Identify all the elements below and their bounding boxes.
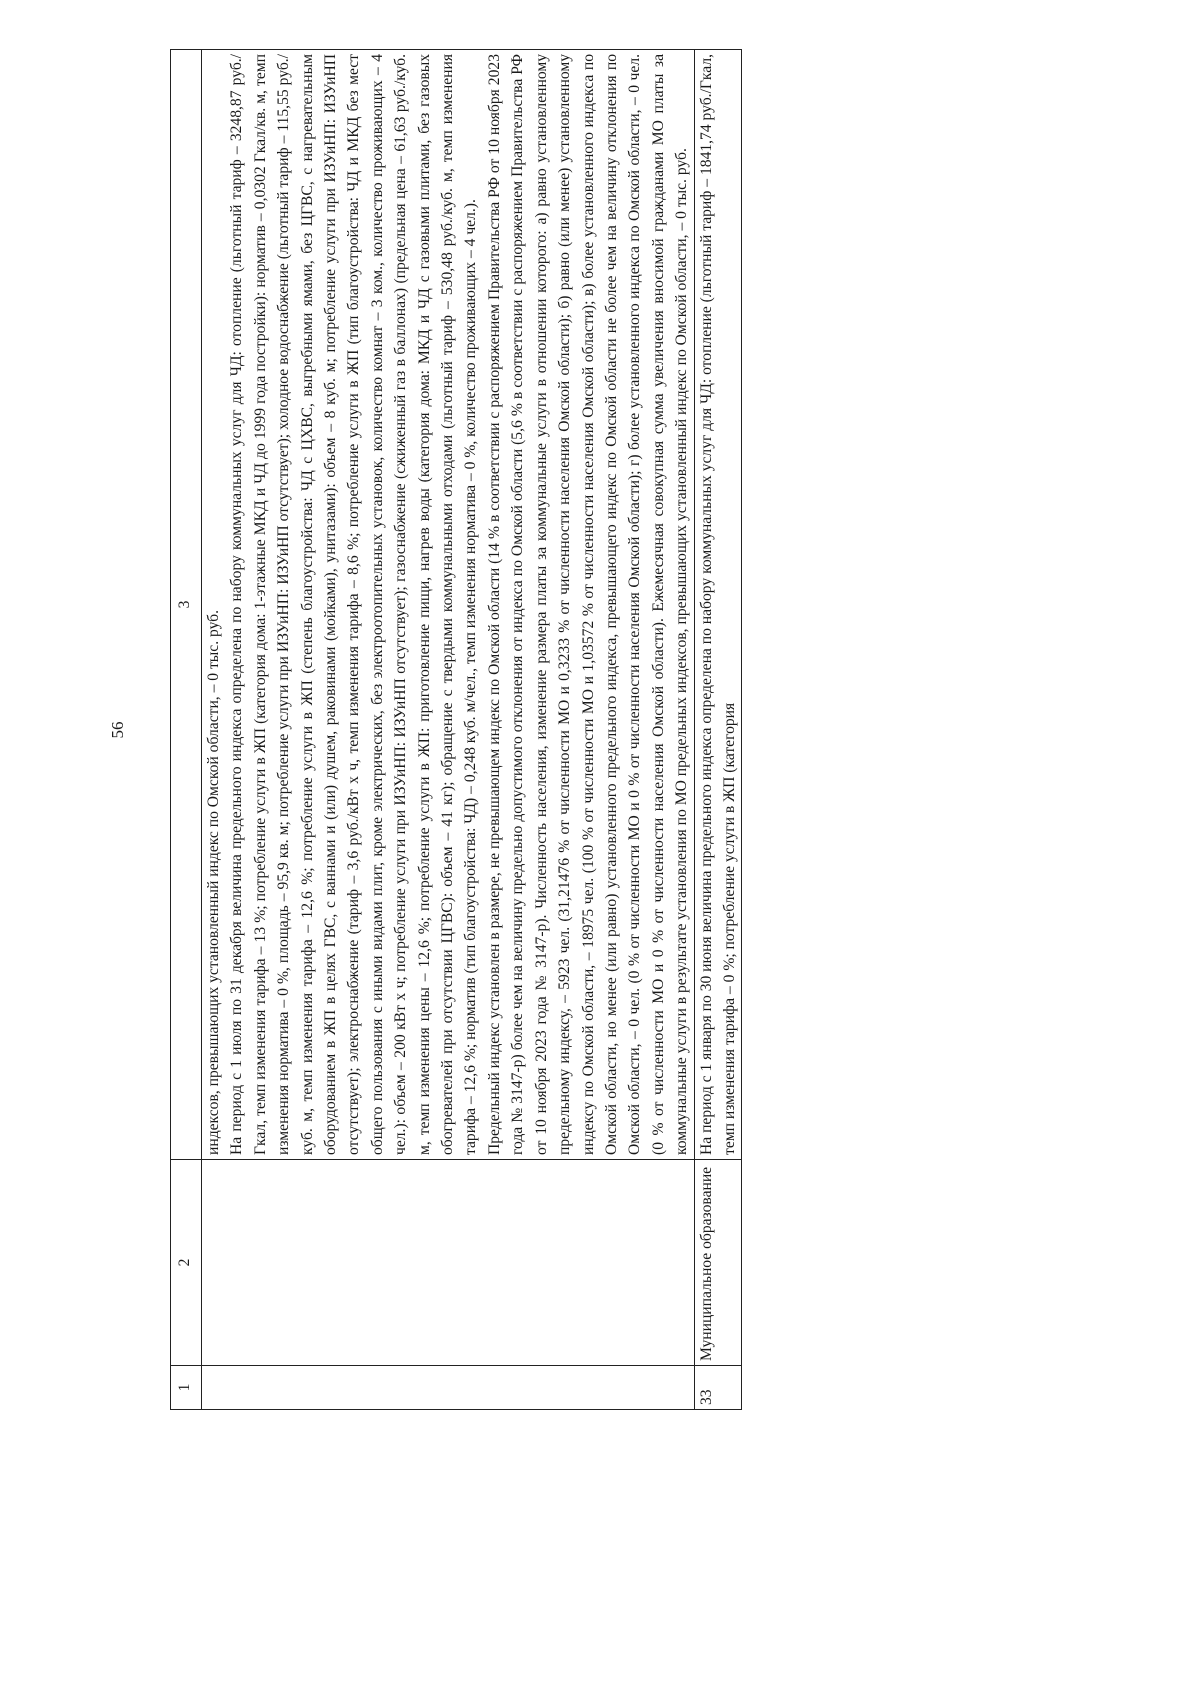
municipality-name: Муниципальное образование [694,1160,742,1366]
row-description [202,50,695,1160]
description-paragraph: На период с 1 июля по 31 декабря величина предельного индекса определена по набору коммунальных услуг для ЧД: отопление (льготный тариф – 3248,87 руб./Гкал, темп изменения тарифа – 13 %; потребление услуги в ЖП (категория дома: 1-этажные МКД и ЧД до 1999 года постройки): норматив – 0,0302 Гкал/кв. м, темп изменения норматива – 0 %, площадь – 95,9 кв. м; потребление услуги при ИЗУиНП: ИЗУиНП отсутствует); холодное водоснабжение (льготный тариф – 115,55 руб./куб. м, темп изменения тарифа – 12,6 %; потребление услуги в ЖП (степень благоустройства: ЧД с ЦХВС, выгребными ямами, без ЦГВС, с нагревательным оборудованием в ЖП в целях ГВС, с ваннами и (или) душем, раковинами (мойками), унитазами): объем – 8 куб. м; потребление услуги при ИЗУиНП: ИЗУиНП отсутствует); электроснабжение (тариф – 3,6 руб./кВт x ч, темп изменения тарифа – 8,6 %; потребление услуги в ЖП (тип благоустройства: ЧД и МКД без мест общего пользования с иными видами плит, кроме электрических, без электроотопительных установок, количество комнат – 3 ком., количество проживающих – 4 чел.): объем – 200 кВт x ч; потребление услуги при ИЗУиНП: ИЗУиНП отсутствует); газоснабжение (сжиженный газ в баллонах) (предельная цена – 61,63 руб./куб. м, темп изменения цены – 12,6 %; потребление услуги в ЖП: приготовление пищи, нагрев воды (категория дома: МКД и ЧД с газовыми плитами, без газовых обогревателей при отсутствии ЦГВС): объем – 41 кг); обращение с твердыми коммунальными отходами (льготный тариф – 530,48 руб./куб. м, темп изменения тарифа – 12,6 %; норматив (тип благоустройства: ЧД) – 0,248 куб. м/чел., темп изменения норматива – 0 %, количество проживающих – 4 чел.). [228,54,480,1155]
row-number [202,1366,695,1410]
column-header-1: 1 [171,1366,202,1410]
row-number: 33 [694,1366,742,1410]
tariff-table [170,49,742,1410]
table-row [202,50,695,1410]
column-header-2: 2 [171,1160,202,1366]
description-paragraph: На период с 1 января по 30 июня величина предельного индекса определена по набору коммунальных услуг для ЧД: отопление (льготный тариф – 1841,74 руб./Гкал, темп изменения тарифа – 0 %; потребление услуги в ЖП (категория [697,54,738,1155]
description-paragraph: индексов, превышающих установленный индекс по Омской области, – 0 тыс. руб. [205,609,222,1155]
column-header-3: 3 [171,50,202,1160]
page-number: 56 [108,721,127,739]
table-header-row [171,50,202,1410]
table-row [694,50,742,1410]
description-paragraph: Предельный индекс установлен в размере, не превышающем индекс по Омской области (14 % в соответствии с распоряжением Правительства РФ от 10 ноября 2023 года № 3147-р) более чем на величину предельно допустимого отклонения от индекса по Омской области (5,6 % в соответствии с распоряжением Правительства РФ от 10 ноября 2023 года № 3147-р). Численность населения, изменение размера платы за коммунальные услуги в отношении которого: а) равно установленному предельному индексу, – 5923 чел. (31,21476 % от численности МО и 0,3233 % от численности населения Омской области); б) равно (или менее) установленному индексу по Омской области, – 18975 чел. (100 % от численности МО и 1,03572 % от численности населения Омской области); в) более установленного индекса по Омской области, но менее (или равно) установленного предельного индекса, превышающего индекс по Омской области не более чем на величину отклонения по Омской области, – 0 чел. (0 % от численности МО и 0 % от численности населения Омской области); г) более установленного индекса по Омской области, – 0 чел. (0 % от численности МО и 0 % от численности населения Омской области). Ежемесячная совокупная сумма увеличения вносимой гражданами МО платы за коммунальные услуги в результате установления по МО предельных индексов, превышающих установленный индекс по Омской области, – 0 тыс. руб. [485,54,691,1155]
rotated-content [108,50,1060,1410]
row-description [694,50,742,1160]
municipality-name [202,1160,695,1366]
